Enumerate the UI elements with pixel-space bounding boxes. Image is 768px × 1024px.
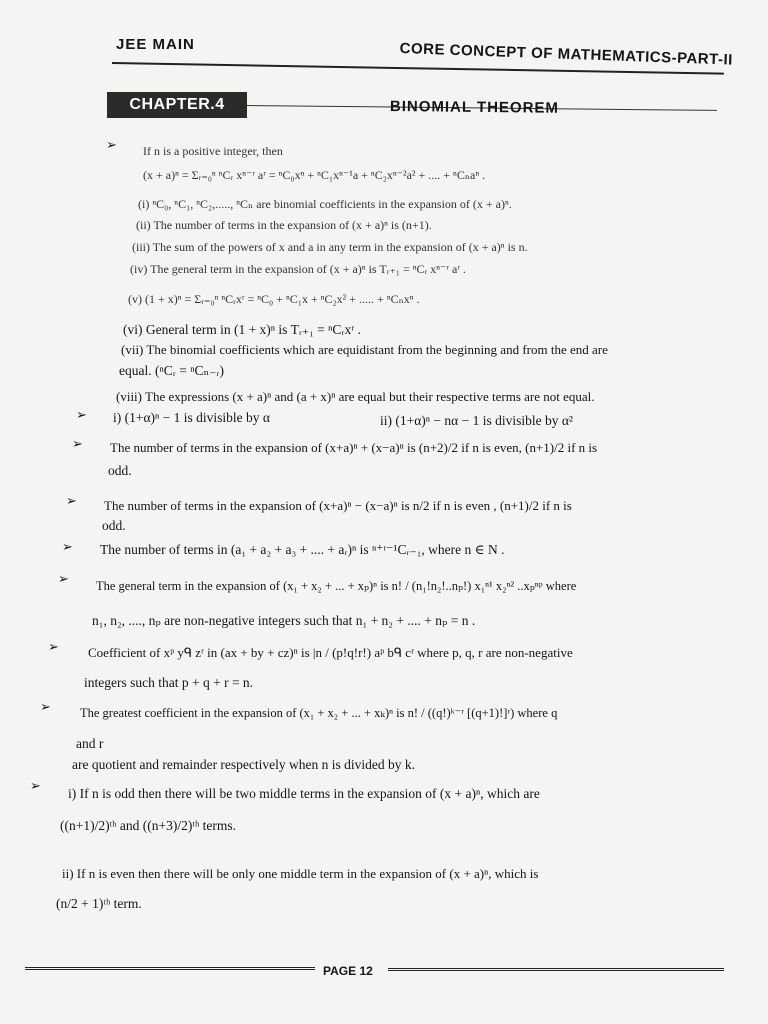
text-line: odd.	[102, 518, 126, 533]
bullet-arrow-icon: ➢	[76, 408, 87, 423]
bullet-arrow-icon: ➢	[40, 700, 51, 715]
text-line: If n is a positive integer, then	[143, 144, 283, 158]
text-line: i) If n is odd then there will be two middle terms in the expansion of (x + a)ⁿ, which are	[68, 786, 540, 801]
text-line: (n/2 + 1)ᵗʰ term.	[56, 896, 142, 911]
text-line: integers such that p + q + r = n.	[84, 675, 254, 690]
text-line: (iv) The general term in the expansion of (x + a)ⁿ is Tᵣ₊₁ = ⁿCᵣ xⁿ⁻ʳ aʳ .	[130, 262, 466, 276]
text-line: are quotient and remainder respectively when n is divided by k.	[72, 757, 416, 772]
text-line: odd.	[108, 463, 132, 478]
text-line: equal. (ⁿCᵣ = ⁿCₙ₋ᵣ)	[119, 363, 225, 378]
bullet-arrow-icon: ➢	[106, 138, 117, 153]
chapter-title: BINOMIAL THEOREM	[389, 98, 560, 117]
header-right: CORE CONCEPT OF MATHEMATICS-PART-II	[399, 40, 734, 69]
bullet-arrow-icon: ➢	[62, 540, 73, 555]
bullet-arrow-icon: ➢	[66, 494, 77, 509]
text-line: (vii) The binomial coefficients which are equidistant from the beginning and from the end are	[121, 342, 608, 357]
text-line: (x + a)ⁿ = Σᵣ₌₀ⁿ ⁿCᵣ xⁿ⁻ʳ aʳ = ⁿC₀xⁿ + ⁿC₁xⁿ⁻¹a + ⁿC₂xⁿ⁻²a² + .... + ⁿCₙaⁿ .	[143, 168, 486, 182]
bullet-arrow-icon: ➢	[72, 437, 83, 452]
text-line: The number of terms in (a₁ + a₂ + a₃ + .... + aᵣ)ⁿ is ⁿ⁺ʳ⁻¹Cᵣ₋₁, where n ∈ N .	[100, 542, 505, 557]
page-number: PAGE 12	[323, 964, 373, 978]
text-line: The number of terms in the expansion of (x+a)ⁿ + (x−a)ⁿ is (n+2)/2 if n is even, (n+1)/2 if n is	[110, 440, 598, 455]
footer-rule-right	[388, 968, 724, 971]
header-left: JEE MAIN	[116, 36, 195, 53]
text-line: Coefficient of xᵖ yᑫ zʳ in (ax + by + cz)ⁿ is |n / (p!q!r!) aᵖ bᑫ cʳ where p, q, r are non-negative	[88, 645, 573, 660]
text-line: The greatest coefficient in the expansion of (x₁ + x₂ + ... + xₖ)ⁿ is n! / ((q!)ᵏ⁻ʳ [(q+1)!]ʳ) where q	[80, 706, 558, 720]
bullet-arrow-icon: ➢	[30, 779, 41, 794]
text-line: n₁, n₂, ...., nₚ are non-negative integers such that n₁ + n₂ + .... + nₚ = n .	[92, 613, 476, 628]
text-line: ii) (1+α)ⁿ − nα − 1 is divisible by α²	[380, 413, 573, 428]
text-line: (vi) General term in (1 + x)ⁿ is Tᵣ₊₁ = ⁿCᵣxʳ .	[123, 322, 361, 337]
text-line: (viii) The expressions (x + a)ⁿ and (a + x)ⁿ are equal but their respective terms are not equal.	[116, 389, 595, 404]
bullet-arrow-icon: ➢	[48, 640, 59, 655]
text-line: (ii) The number of terms in the expansion of (x + a)ⁿ is (n+1).	[136, 218, 432, 232]
text-line: The number of terms in the expansion of (x+a)ⁿ − (x−a)ⁿ is n/2 if n is even , (n+1)/2 if n is	[104, 498, 572, 513]
text-line: (iii) The sum of the powers of x and a in any term in the expansion of (x + a)ⁿ is n.	[132, 240, 528, 254]
text-line: (v) (1 + x)ⁿ = Σᵣ₌₀ⁿ ⁿCᵣxʳ = ⁿC₀ + ⁿC₁x + ⁿC₂x² + ..... + ⁿCₙxⁿ .	[128, 292, 420, 306]
text-line: The general term in the expansion of (x₁ + x₂ + ... + xₚ)ⁿ is n! / (n₁!n₂!..nₚ!) x₁ⁿ¹ x₂ⁿ² ..xₚⁿᵖ where	[96, 579, 577, 593]
text-line: ii) If n is even then there will be only one middle term in the expansion of (x + a)ⁿ, which is	[62, 866, 539, 881]
text-line: and r	[76, 736, 104, 751]
text-line: ((n+1)/2)ᵗʰ and ((n+3)/2)ᵗʰ terms.	[60, 818, 237, 833]
text-line: (i) ⁿC₀, ⁿC₁, ⁿC₂,....., ⁿCₙ are binomial coefficients in the expansion of (x + a)ⁿ.	[138, 197, 512, 211]
text-line: i) (1+α)ⁿ − 1 is divisible by α	[113, 410, 270, 425]
chapter-label: CHAPTER.4	[107, 92, 247, 118]
footer-rule-left	[25, 967, 315, 970]
bullet-arrow-icon: ➢	[58, 572, 69, 587]
